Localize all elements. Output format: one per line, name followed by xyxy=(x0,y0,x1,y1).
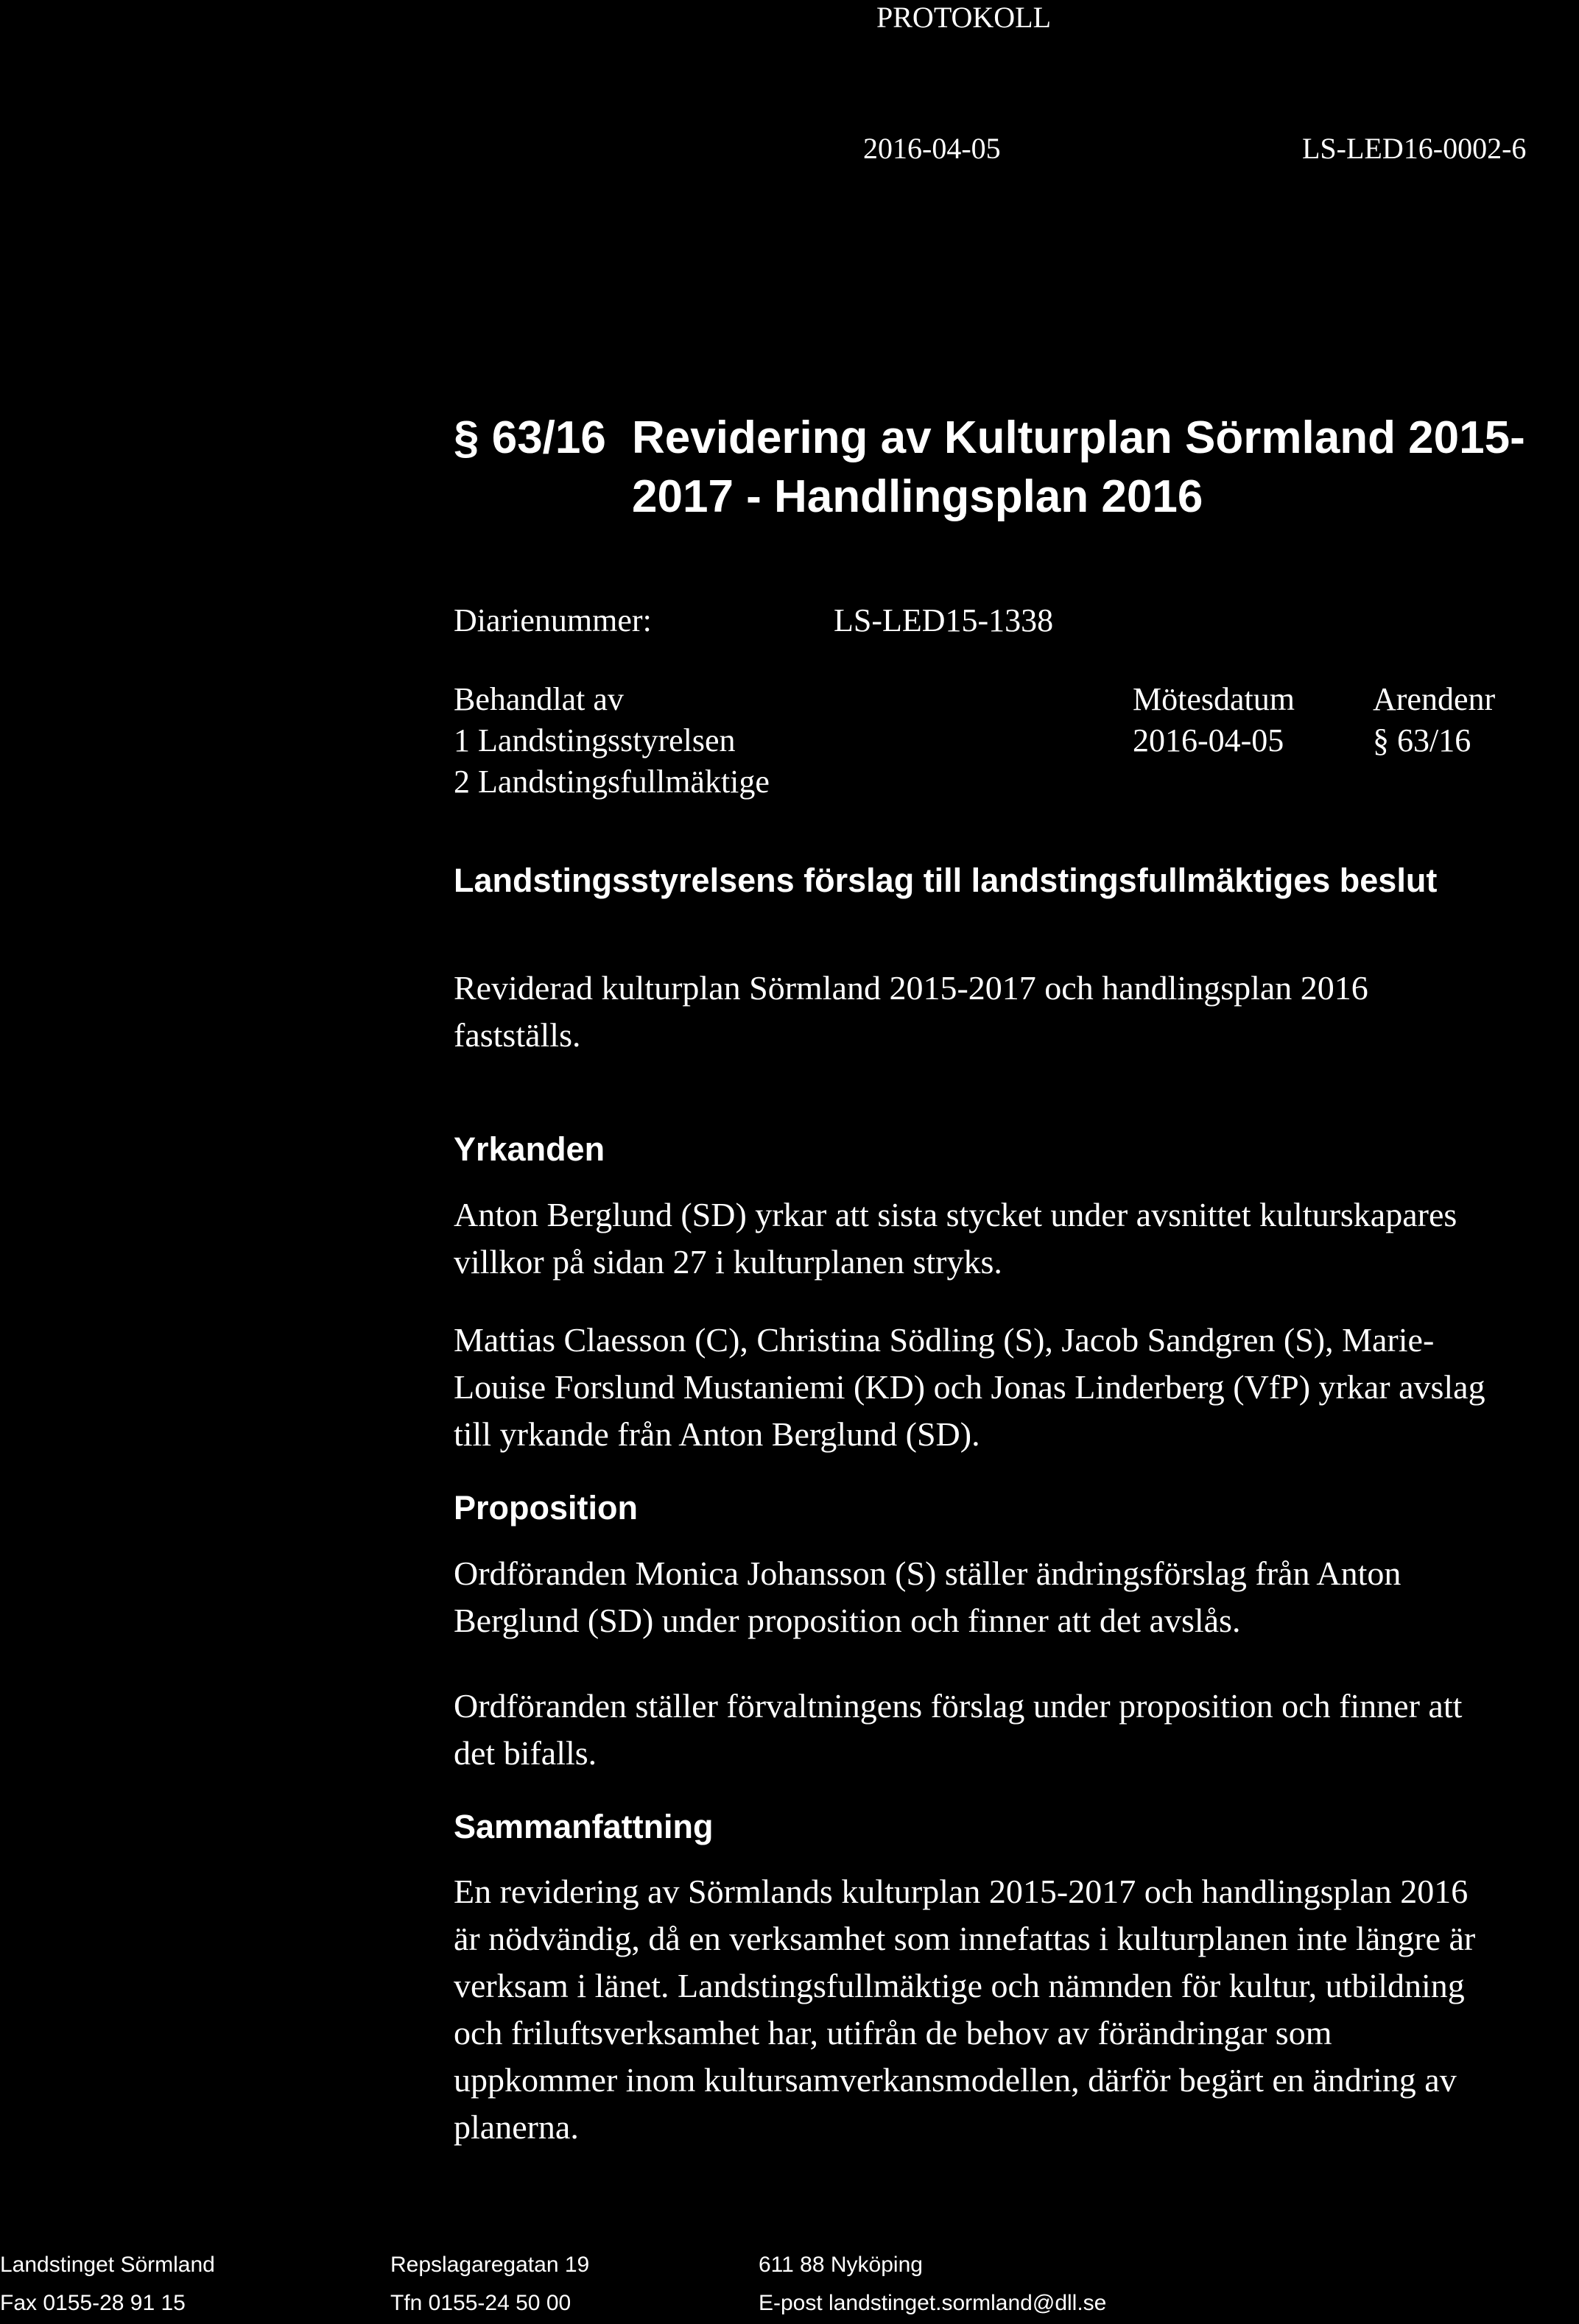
footer-contact-block xyxy=(759,2246,1106,2323)
handled-column-case xyxy=(1373,679,1495,761)
proposition-heading: Proposition xyxy=(454,1489,638,1527)
summary-line: är nödvändig, då en verksamhet som innefattas i kulturplanen inte längre är xyxy=(454,1920,1476,1957)
handled-header-case: Arendenr xyxy=(1373,681,1496,717)
proposition-line: Ordföranden ställer förvaltningens förslag under proposition och finner att xyxy=(454,1687,1463,1725)
yrkanden-line: Mattias Claesson (C), Christina Södling (S), Jacob Sandgren (S), Marie- xyxy=(454,1321,1435,1359)
handled-column-body xyxy=(454,679,770,803)
handled-header-body: Behandlat av xyxy=(454,681,624,717)
proposition-line: det bifalls. xyxy=(454,1734,597,1772)
proposition-paragraph-1 xyxy=(454,1550,1579,1644)
proposal-text xyxy=(454,965,1579,1059)
footer-street: Repslagaregatan 19 xyxy=(390,2253,590,2277)
proposition-line: Berglund (SD) under proposition och finner att det avslås. xyxy=(454,1602,1241,1639)
proposition-line: Ordföranden Monica Johansson (S) ställer ändringsförslag från Anton xyxy=(454,1554,1402,1592)
section-title-line: 2017 - Handlingsplan 2016 xyxy=(632,471,1203,522)
proposal-line: Reviderad kulturplan Sörmland 2015-2017 och handlingsplan 2016 xyxy=(454,969,1368,1007)
summary-line: En revidering av Sörmlands kulturplan 2015-2017 och handlingsplan 2016 xyxy=(454,1873,1469,1910)
section-title-line: Revidering av Kulturplan Sörmland 2015- xyxy=(632,412,1525,463)
proposal-heading: Landstingsstyrelsens förslag till landstingsfullmäktiges beslut xyxy=(454,862,1438,899)
yrkanden-line: Anton Berglund (SD) yrkar att sista stycket under avsnittet kulturskapares xyxy=(454,1196,1457,1233)
footer-org: Landstinget Sörmland xyxy=(0,2253,215,2277)
footer-email: E-post landstinget.sormland@dll.se xyxy=(759,2291,1107,2315)
footer-postal: 611 88 Nyköping xyxy=(759,2253,923,2277)
summary-line: och friluftsverksamhet har, utifrån de behov av förändringar som xyxy=(454,2014,1332,2052)
handled-row-body: 1 Landstingsstyrelsen xyxy=(454,722,736,758)
yrkanden-paragraph-1 xyxy=(454,1191,1579,1286)
footer-fax: Fax 0155-28 91 15 xyxy=(0,2291,186,2315)
summary-line: verksam i länet. Landstingsfullmäktige och nämnden för kultur, utbildning xyxy=(454,1967,1465,2004)
handled-row-body: 2 Landstingsfullmäktige xyxy=(454,764,770,800)
proposal-line: fastställs. xyxy=(454,1016,581,1054)
footer-org-block xyxy=(0,2246,215,2323)
yrkanden-line: Louise Forslund Mustaniemi (KD) och Jonas Linderberg (VfP) yrkar avslag xyxy=(454,1368,1485,1406)
handled-row-case: § 63/16 xyxy=(1373,722,1471,758)
summary-line: planerna. xyxy=(454,2108,579,2146)
section-number: § 63/16 xyxy=(454,412,606,463)
yrkanden-paragraph-2 xyxy=(454,1317,1579,1458)
summary-heading: Sammanfattning xyxy=(454,1808,714,1845)
header-reference: LS-LED16-0002-6 xyxy=(1302,132,1527,165)
handled-row-date: 2016-04-05 xyxy=(1133,722,1284,758)
section-title xyxy=(632,409,1525,527)
handled-header-date: Mötesdatum xyxy=(1133,681,1295,717)
yrkanden-line: till yrkande från Anton Berglund (SD). xyxy=(454,1415,980,1453)
footer-phone: Tfn 0155-24 50 00 xyxy=(390,2291,572,2315)
summary-text xyxy=(454,1868,1579,2151)
diary-label: Diarienummer: xyxy=(454,602,652,638)
handled-column-date xyxy=(1133,679,1295,761)
yrkanden-line: villkor på sidan 27 i kulturplanen stryks. xyxy=(454,1243,1002,1281)
document-type: PROTOKOLL xyxy=(876,1,1052,34)
yrkanden-heading: Yrkanden xyxy=(454,1130,605,1168)
proposition-paragraph-2 xyxy=(454,1683,1579,1777)
header-date: 2016-04-05 xyxy=(863,132,1001,165)
summary-line: uppkommer inom kultursamverkansmodellen, därför begärt en ändring av xyxy=(454,2061,1457,2099)
footer-address-block xyxy=(390,2246,589,2323)
diary-value: LS-LED15-1338 xyxy=(834,602,1054,638)
